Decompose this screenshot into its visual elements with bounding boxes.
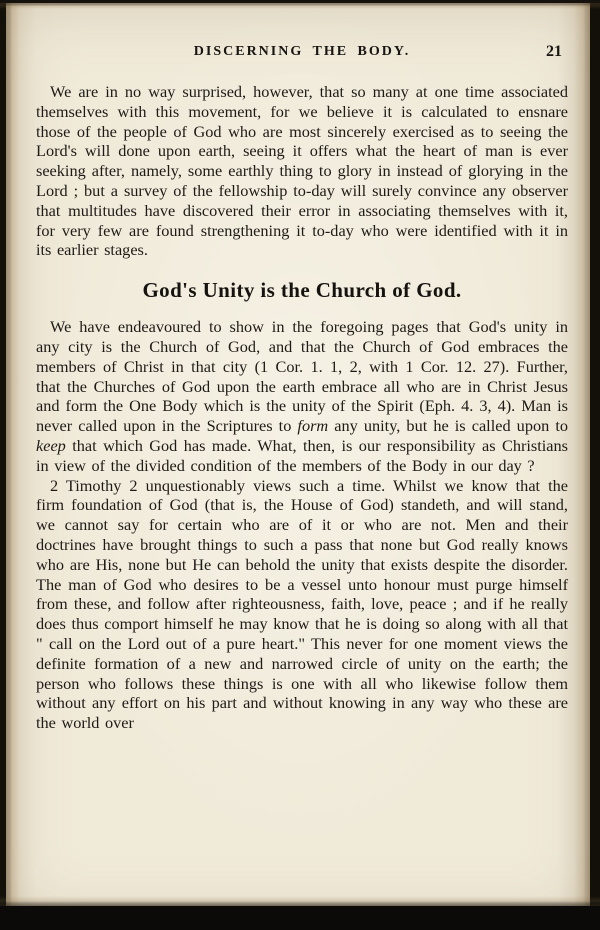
scan-edge-right [574, 0, 600, 930]
page-number: 21 [546, 43, 562, 60]
section-heading: God's Unity is the Church of God. [142, 278, 462, 303]
paragraph-2 [36, 317, 568, 475]
paragraph-2-segment-3: that which God has made. What, then, is our responsibility as Christians in view of the divided condition of the members of the Body in our day ? [36, 435, 568, 475]
scan-edge-left [0, 0, 20, 930]
italic-word-form: form [297, 416, 329, 436]
scan-edge-top [0, 0, 600, 9]
paragraph-2-segment-2: any unity, but he is called upon to [328, 416, 568, 436]
paragraph-2-segment-1: We have endeavoured to show in the foregoing pages that God's unity in any city is the Church of God, and that the Church of God embraces the members of Christ in that city (1 Cor. 1. 1, 2, with 1 Cor. 12. 27). Further, that the Churches of God upon the earth embrace all who are in Christ Jesus and form the One Body which is the unity of the Spirit (Eph. 4. 3, 4). Man is never called upon in the Scriptures to [36, 317, 568, 436]
italic-word-keep: keep [36, 435, 66, 455]
running-header: DISCERNING THE BODY. [193, 44, 411, 59]
page-header [36, 44, 568, 60]
paragraph-1: We are in no way surprised, however, that so many at one time associated themselves with this movement, for we believe it is calculated to ensnare those of the people of God who are most sincerely exercised as to seeing the Lord's will done upon earth, seeing it offers what the heart of man is ever seeking after, namely, some earthly thing to glory in instead of glorying in the Lord ; but a survey of the fellowship to-day will surely convince any observer that multitudes have discovered their error in associating themselves with it, for very few are found strengthening it to-day who were identified with it in its earlier stages. [36, 82, 568, 260]
paragraph-3: 2 Timothy 2 unquestionably views such a time. Whilst we know that the firm foundation of God (that is, the House of God) standeth, and will stand, we cannot say for certain who are of it or who are not. Men and their doctrines have brought things to such a pass that none but God really knows who are His, none but He can behold the unity that exists despite the disorder. The man of God who desires to be a vessel unto honour must purge himself from these, and follow after righteousness, faith, love, peace ; and if he really does thus comport himself he may know that he is doing so along with all that " call on the Lord out of a pure heart." This never for one moment views the definite formation of a new and narrowed circle of unity on the earth; the person who follows these things is one with all who likewise follow them without any effort on his part and without knowing in any way who these are the world over [36, 475, 568, 733]
scan-edge-bottom [0, 896, 600, 930]
